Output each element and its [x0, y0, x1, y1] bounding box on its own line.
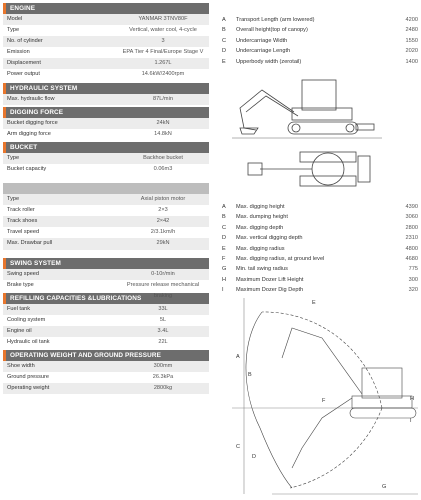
- working-range-list: [222, 202, 418, 296]
- bucket-row: [3, 153, 209, 164]
- ranges-item: [222, 275, 418, 285]
- diagram-label-h: H: [410, 396, 414, 402]
- dims-value: 1550: [405, 37, 418, 44]
- spec-value: 14.6kW/2400rpm: [141, 71, 185, 78]
- spec-value: 0.06m3: [153, 165, 173, 172]
- section-header-digging-force: DIGGING FORCE: [3, 107, 209, 118]
- spec-label: No. of cylinder: [7, 38, 43, 45]
- dims-value: 2020: [405, 48, 418, 55]
- section-header-travel: [3, 183, 209, 194]
- ranges-description: Maximum Dozer Lift Height: [236, 276, 304, 283]
- ranges-letter: G: [222, 266, 227, 273]
- spec-value: Vertical, water cool, 4-cycle: [129, 27, 197, 34]
- spec-value: Pressure release mechanical braking: [126, 281, 200, 299]
- spec-value: Backhoe bucket: [143, 154, 183, 161]
- diagram-label-i: I: [410, 418, 412, 424]
- engine-row: [3, 25, 209, 36]
- spec-value: 14.8kN: [154, 130, 172, 137]
- dims-item: [222, 25, 418, 35]
- spec-label: Type: [7, 154, 20, 161]
- spec-table: [3, 3, 209, 394]
- spec-label: Fuel tank: [7, 305, 31, 312]
- digging-row: [3, 129, 209, 140]
- ranges-description: Max. digging radius, at ground level: [236, 255, 325, 262]
- ranges-description: Max. digging depth: [236, 224, 284, 231]
- engine-row: [3, 69, 209, 80]
- dims-value: 4200: [405, 17, 418, 23]
- ranges-item: [222, 202, 418, 212]
- ranges-item: [222, 223, 418, 233]
- dims-description: Undercarriage Length: [236, 48, 291, 55]
- ranges-value: 2800: [405, 224, 418, 231]
- spec-value: Axial piston motor: [140, 196, 186, 203]
- ranges-letter: I: [222, 287, 224, 294]
- refilling-row: [3, 326, 209, 337]
- spec-label: Brake type: [7, 281, 34, 288]
- excavator-side-view-drawing: [232, 78, 382, 140]
- ranges-value: 320: [408, 287, 418, 294]
- spec-label: Track roller: [7, 207, 35, 214]
- dimension-list: [222, 15, 418, 67]
- spec-value: 29kN: [156, 240, 170, 247]
- dims-description: Overall height(top of canopy): [236, 27, 308, 34]
- spec-label: Travel speed: [7, 229, 40, 236]
- spec-label: Shoe width: [7, 363, 35, 370]
- hydraulic-row: [3, 94, 209, 105]
- section-header-engine: ENGINE: [3, 3, 209, 14]
- dims-description: Undercarriage Width: [236, 37, 288, 44]
- section-header-swing: SWING SYSTEM: [3, 258, 209, 269]
- spec-label: Type: [7, 196, 20, 203]
- dims-value: 1400: [405, 58, 418, 65]
- diagram-label-g: G: [382, 484, 387, 490]
- spec-value: 300mm: [153, 363, 173, 370]
- spec-value: 22L: [158, 338, 168, 345]
- ranges-letter: C: [222, 224, 227, 231]
- ranges-letter: F: [222, 255, 226, 262]
- travel-row: [3, 227, 209, 238]
- spec-value: 1.267L: [154, 60, 172, 67]
- ranges-letter: E: [222, 245, 226, 252]
- ranges-value: 4390: [405, 204, 418, 210]
- engine-row: [3, 58, 209, 69]
- working-range-diagram: [232, 298, 418, 498]
- ranges-description: Max. vertical digging depth: [236, 235, 303, 242]
- ranges-item: [222, 264, 418, 274]
- dims-item: [222, 46, 418, 56]
- spec-label: Bucket capacity: [7, 165, 47, 172]
- diagram-label-f: F: [322, 398, 326, 404]
- travel-row: [3, 216, 209, 227]
- dims-letter: C: [222, 37, 227, 44]
- ranges-item: [222, 244, 418, 254]
- spec-label: Emission: [7, 49, 30, 56]
- ranges-value: 4800: [405, 245, 418, 252]
- spec-label: Swing speed: [7, 270, 40, 277]
- dims-value: 2480: [405, 27, 418, 34]
- spec-value: 26.3kPa: [152, 374, 174, 381]
- dims-item: [222, 57, 418, 67]
- dims-item: [222, 36, 418, 46]
- travel-row: [3, 205, 209, 216]
- weight-row: [3, 372, 209, 383]
- engine-row: [3, 14, 209, 25]
- spec-label: Ground pressure: [7, 374, 49, 381]
- spec-label: Model: [7, 16, 23, 22]
- dims-letter: D: [222, 48, 227, 55]
- digging-row: [3, 118, 209, 129]
- spec-label: Bucket digging force: [7, 119, 58, 126]
- spec-label: Engine oil: [7, 327, 32, 334]
- spec-value: 5L: [159, 316, 167, 323]
- refilling-row: [3, 315, 209, 326]
- dims-letter: A: [222, 17, 226, 23]
- travel-row: [3, 238, 209, 249]
- dims-letter: B: [222, 27, 226, 34]
- dims-description: Upperbody width (zerotail): [236, 58, 302, 65]
- spec-label: Type: [7, 27, 20, 34]
- spec-label: Track shoes: [7, 218, 38, 225]
- spec-value: 0-10r/min: [151, 270, 175, 277]
- diagram-label-e: E: [312, 300, 316, 306]
- ranges-letter: A: [222, 204, 226, 210]
- spec-label: Cooling system: [7, 316, 46, 323]
- spec-value: 87L/min: [153, 95, 173, 102]
- refilling-row: [3, 304, 209, 315]
- spec-value: 2800kg: [153, 385, 173, 392]
- spec-label: Max. hydraulic flow: [7, 95, 55, 102]
- spec-label: Max. Drawbar pull: [7, 240, 53, 247]
- diagram-label-a: A: [236, 354, 240, 360]
- diagram-label-c: C: [236, 444, 240, 450]
- spec-value: 24kN: [156, 119, 170, 126]
- travel-row: [3, 194, 209, 205]
- spec-label: Power output: [7, 71, 40, 78]
- ranges-description: Maximum Dozer Dig Depth: [236, 287, 304, 294]
- ranges-item: [222, 233, 418, 243]
- ranges-letter: H: [222, 276, 227, 283]
- ranges-value: 775: [408, 266, 418, 273]
- spec-value: 3: [161, 38, 165, 45]
- ranges-description: Max. digging height: [236, 204, 285, 210]
- bucket-row: [3, 164, 209, 175]
- engine-row: [3, 47, 209, 58]
- ranges-letter: D: [222, 235, 227, 242]
- section-header-bucket: BUCKET: [3, 142, 209, 153]
- ranges-letter: B: [222, 214, 226, 221]
- dims-item: [222, 15, 418, 25]
- spec-value: 33L: [158, 305, 168, 312]
- section-header-refilling: REFILLING CAPACITIES &LUBRICATIONS: [3, 293, 209, 304]
- ranges-value: 3060: [405, 214, 418, 221]
- ranges-description: Max. dumping height: [236, 214, 288, 221]
- section-header-weight: OPERATING WEIGHT AND GROUND PRESSURE: [3, 350, 209, 361]
- weight-row: [3, 383, 209, 394]
- spec-label: Displacement: [7, 60, 41, 67]
- ranges-value: 300: [408, 276, 418, 283]
- spec-value: 3.4L: [157, 327, 169, 334]
- spec-label: Operating weight: [7, 385, 50, 392]
- engine-row: [3, 36, 209, 47]
- ranges-item: [222, 212, 418, 222]
- ranges-value: 2310: [405, 235, 418, 242]
- section-header-hydraulic: HYDRAULIC SYSTEM: [3, 83, 209, 94]
- spec-value: EPA Tier 4 Final/Europe Stage V: [122, 49, 204, 56]
- spec-label: Hydraulic oil tank: [7, 338, 50, 345]
- ranges-item: [222, 285, 418, 295]
- dims-description: Transport Length (arm lowered): [236, 17, 315, 23]
- ranges-description: Max. digging radius: [236, 245, 285, 252]
- excavator-top-view-drawing: [240, 148, 385, 190]
- ranges-item: [222, 254, 418, 264]
- spec-value: 2×42: [156, 218, 170, 225]
- diagram-label-b: B: [248, 372, 252, 378]
- ranges-description: Min. tail swing radius: [236, 266, 288, 273]
- spec-value: 2×3: [158, 207, 168, 214]
- refilling-row: [3, 337, 209, 348]
- ranges-value: 4680: [405, 255, 418, 262]
- diagram-label-d: D: [252, 454, 256, 460]
- spec-label: Arm digging force: [7, 130, 51, 137]
- dims-letter: E: [222, 58, 226, 65]
- swing-row: [3, 269, 209, 280]
- weight-row: [3, 361, 209, 372]
- spec-value: 2/3.1km/h: [150, 229, 176, 236]
- spec-value: YANMAR 3TNV80F: [138, 16, 188, 22]
